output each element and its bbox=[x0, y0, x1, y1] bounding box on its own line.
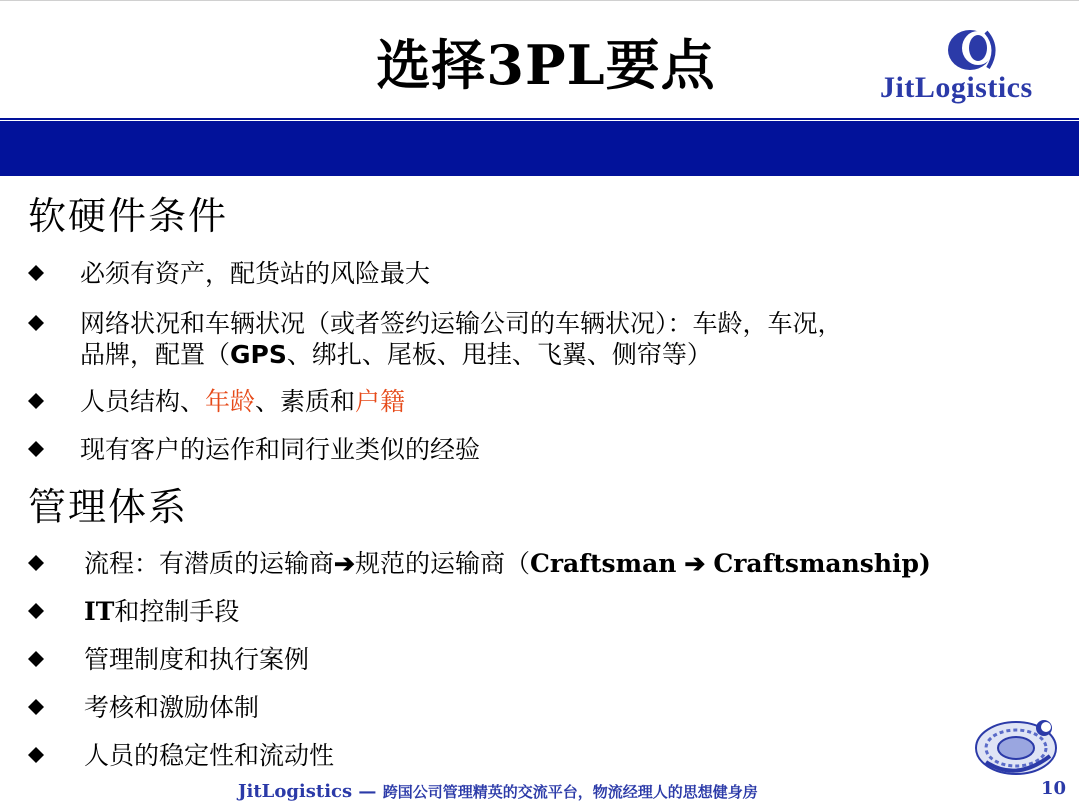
footer-text bbox=[238, 780, 758, 804]
footer-dash: — bbox=[352, 781, 383, 802]
header-rule bbox=[0, 118, 1079, 120]
diamond-bullet-icon bbox=[28, 603, 44, 619]
bullet-text: 管理制度和执行案例 bbox=[84, 645, 310, 674]
right-arrow-icon: ➔ bbox=[334, 549, 355, 578]
diamond-bullet-icon bbox=[28, 699, 44, 715]
bullet-text-part: 规范的运输商（ bbox=[354, 549, 530, 578]
bullet-text-line1: 网络状况和车辆状况（或者签约运输公司的车辆状况）：车龄，车况， bbox=[80, 309, 843, 338]
bullet-text-part: 流程：有潜质的运输商 bbox=[84, 549, 335, 578]
diamond-bullet-icon bbox=[28, 747, 44, 763]
bullet-text bbox=[80, 386, 405, 417]
bullet-text: 必须有资产，配货站的风险最大 bbox=[80, 259, 431, 288]
bullet-text-part: 品牌，配置（ bbox=[80, 340, 231, 369]
bullet-text-part: 、绑扎、尾板、甩挂、飞翼、侧帘等） bbox=[286, 340, 712, 369]
footer-brand: JitLogistics bbox=[238, 781, 353, 802]
diamond-bullet-icon bbox=[28, 555, 44, 571]
page-number: 10 bbox=[1041, 778, 1067, 799]
section-heading-hardware-software: 软硬件条件 bbox=[28, 194, 229, 238]
slide-title: 选择3PL要点 bbox=[376, 33, 716, 97]
craftsmanship-text: Craftsmanship) bbox=[713, 549, 931, 578]
diamond-bullet-icon bbox=[28, 651, 44, 667]
jitlogistics-logo bbox=[872, 22, 1068, 112]
diamond-bullet-icon bbox=[28, 315, 44, 331]
footer-tagline: 跨国公司管理精英的交流平台，物流经理人的思想健身房 bbox=[382, 783, 758, 801]
diamond-bullet-icon bbox=[28, 265, 44, 281]
bullet-text: 考核和激励体制 bbox=[84, 693, 260, 722]
highlight-age: 年龄 bbox=[205, 387, 256, 416]
bullet-text-line2 bbox=[80, 339, 712, 370]
bullet-text-part: 、素质和 bbox=[255, 387, 356, 416]
header-band bbox=[0, 121, 1079, 176]
bullet-text-part: 和控制手段 bbox=[114, 597, 240, 626]
right-arrow-icon: ➔ bbox=[684, 549, 706, 578]
bullet-text: 人员的稳定性和流动性 bbox=[84, 741, 335, 770]
bullet-text-part: 人员结构、 bbox=[80, 387, 206, 416]
diamond-bullet-icon bbox=[28, 441, 44, 457]
logo-text: JitLogistics bbox=[880, 71, 1033, 104]
section-heading-management-system: 管理体系 bbox=[28, 485, 189, 529]
craftsman-text: Craftsman bbox=[529, 549, 677, 578]
diamond-bullet-icon bbox=[28, 393, 44, 409]
it-text: IT bbox=[84, 597, 115, 626]
gps-text: GPS bbox=[230, 340, 287, 369]
slide-top-border bbox=[0, 0, 1079, 1]
bullet-text bbox=[84, 596, 239, 627]
jitlogistics-logo-icon bbox=[942, 26, 1002, 74]
highlight-household: 户籍 bbox=[355, 387, 406, 416]
globe-badge-icon bbox=[968, 712, 1060, 778]
bullet-text: 现有客户的运作和同行业类似的经验 bbox=[80, 435, 481, 464]
bullet-text bbox=[84, 548, 931, 579]
